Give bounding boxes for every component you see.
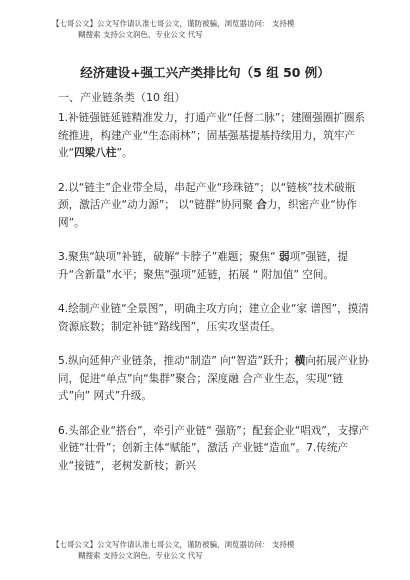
document-body [58, 110, 370, 475]
paragraph-text: 项”强链，提升“含新量”水平；聚焦“强项”延链，拓展 “ 附加值” 空间。 [58, 251, 349, 281]
paragraph-text: ”。 [116, 147, 133, 159]
header-line-1: 【七哥公文】公文写作请认准七哥公文，谨防被骗，浏览器访问： 支持模 [52, 19, 295, 28]
paragraph [58, 180, 370, 233]
paragraph-text: 6.头部企业“搭台”，牵引产业链“ 强筋”；配套企业“唱戏”，支撑产业链“壮骨”；创新主体“赋能”，激活 产业链“造血”。7.传统产业“接链”，老树发新枝；新兴 [58, 424, 370, 472]
paragraph-text: 2.以“链主”企业带全局，串起产业“珍珠链”；以“链核”技术破瓶颈，激活产业“动力源”； 以“链群”协同聚 [58, 181, 356, 211]
paragraph-bold-text: 合 [256, 199, 267, 211]
section-heading: 一、产业链条类（10 组） [58, 91, 186, 104]
paragraph [58, 249, 370, 284]
paragraph-bold-text: 弱 [279, 251, 290, 263]
paragraph [58, 423, 370, 476]
paragraph [58, 301, 370, 336]
paragraph [58, 353, 370, 406]
footer-line-2: 糊搜索 支持公文润色、专业公文 代写 [78, 551, 203, 560]
page-footer-watermark [52, 539, 370, 561]
paragraph-text: 3.聚焦“缺项”补链，破解“卡脖子”难题；聚焦“ [58, 251, 280, 263]
document-title: 经济建设+强工兴产类排比句（5 组 50 例） [80, 65, 330, 80]
page-header-watermark [52, 18, 370, 40]
paragraph-text: 1.补链强链延链精准发力，打通产业“任督二脉”；建圈强圈扩圈系统推进，构建产业“生态雨林”；固基强基提基持续用力，筑牢产业“ [58, 112, 366, 159]
footer-line-1: 【七哥公文】公文写作请认准七哥公文，谨防被骗，浏览器访问： 支持模 [52, 540, 295, 549]
paragraph-text: 4.绘制产业链“全景图”，明确主攻方向；建立企业“家 谱图”，摸清资源底数；制定补链“路线图”，压实攻坚责任。 [58, 303, 369, 333]
paragraph-text: 5.纵向延伸产业链条，推动“制造” 向“智造”跃升； [58, 355, 295, 367]
paragraph-bold-text: 四梁八柱 [74, 147, 117, 159]
paragraph-text: 力，织密产业“协作网”。 [58, 199, 358, 229]
header-line-2: 糊搜索 支持公文润色、专业公文 代写 [78, 30, 203, 39]
paragraph-text: 向拓展产业协同，促进“单点”向“集群”聚合；深度融 合产业生态，实现“链式”向” 网式”升级。 [58, 355, 369, 402]
paragraph [58, 110, 370, 163]
paragraph-bold-text: 横 [294, 355, 306, 367]
